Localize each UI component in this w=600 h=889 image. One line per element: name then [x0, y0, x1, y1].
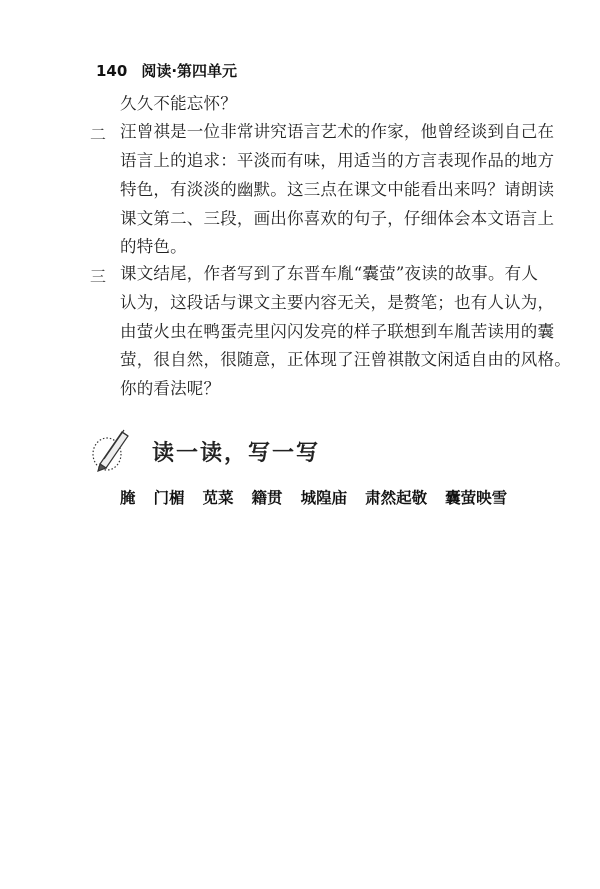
- question-line: 萤，很自然，很随意，正体现了汪曾祺散文闲适自由的风格。: [120, 350, 571, 369]
- question-number: 二: [90, 125, 107, 144]
- page-header: [96, 60, 237, 81]
- question-line: 课文第二、三段，画出你喜欢的句子，仔细体会本文语言上: [120, 209, 555, 228]
- question-line: 特色，有淡淡的幽默。这三点在课文中能看出来吗？请朗读: [120, 180, 555, 199]
- question-line: 的特色。: [120, 237, 187, 256]
- section-title: 读一读，写一写: [152, 440, 321, 466]
- question-line: 认为，这段话与课文主要内容无关，是赘笔；也有人认为，: [120, 293, 555, 312]
- question-line: 课文结尾，作者写到了东晋车胤“囊萤”夜读的故事。有人: [120, 264, 539, 283]
- read-write-section: [90, 424, 320, 478]
- vocabulary-word: 腌: [120, 489, 136, 507]
- page-number: 140: [96, 62, 128, 80]
- vocabulary-word: 城隍庙: [300, 489, 348, 507]
- question-line: 语言上的追求：平淡而有味，用适当的方言表现作品的地方: [120, 151, 555, 170]
- question-line: 你的看法呢？: [120, 379, 221, 398]
- continuation-line: 久久不能忘怀？: [120, 94, 237, 113]
- question-line: 汪曾祺是一位非常讲究语言艺术的作家，他曾经谈到自己在: [120, 122, 555, 141]
- vocabulary-word: 苋菜: [202, 489, 234, 507]
- vocabulary-word: 肃然起敬: [365, 489, 428, 507]
- vocabulary-word: 囊萤映雪: [445, 489, 508, 507]
- vocabulary-word: 籍贯: [251, 489, 283, 507]
- vocabulary-list: [120, 486, 507, 508]
- vocabulary-word: 门楣: [153, 489, 185, 507]
- pencil-icon: [90, 424, 134, 478]
- unit-title: 阅读·第四单元: [141, 62, 238, 80]
- question-line: 由萤火虫在鸭蛋壳里闪闪发亮的样子联想到车胤苦读用的囊: [120, 322, 555, 341]
- question-number: 三: [90, 267, 107, 286]
